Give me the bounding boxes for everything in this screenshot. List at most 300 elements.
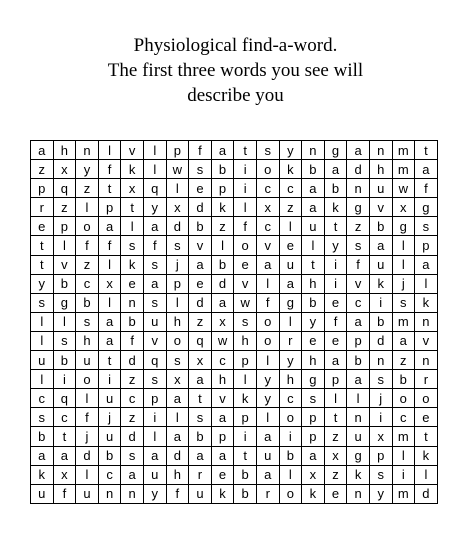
letter-cell[interactable]: f [121, 331, 144, 350]
letter-cell[interactable]: e [324, 293, 347, 312]
letter-cell[interactable]: g [347, 446, 370, 465]
letter-cell[interactable]: b [234, 465, 257, 484]
letter-cell[interactable]: k [211, 484, 234, 503]
letter-cell[interactable]: s [234, 312, 257, 331]
letter-cell[interactable]: v [189, 236, 212, 255]
letter-cell[interactable]: a [166, 427, 189, 446]
letter-cell[interactable]: l [143, 427, 166, 446]
letter-cell[interactable]: k [369, 274, 392, 293]
letter-cell[interactable]: b [369, 312, 392, 331]
letter-cell[interactable]: n [76, 141, 99, 160]
letter-cell[interactable]: x [53, 465, 76, 484]
letter-cell[interactable]: o [76, 217, 99, 236]
letter-cell[interactable]: b [324, 179, 347, 198]
letter-cell[interactable]: i [324, 274, 347, 293]
letter-cell[interactable]: k [121, 160, 144, 179]
letter-cell[interactable]: w [234, 293, 257, 312]
letter-cell[interactable]: l [31, 331, 54, 350]
letter-cell[interactable]: h [279, 370, 302, 389]
letter-cell[interactable]: a [302, 198, 325, 217]
letter-cell[interactable]: j [98, 408, 121, 427]
letter-cell[interactable]: i [279, 427, 302, 446]
letter-cell[interactable]: g [53, 293, 76, 312]
letter-cell[interactable]: j [76, 427, 99, 446]
letter-cell[interactable]: l [166, 293, 189, 312]
letter-cell[interactable]: v [234, 274, 257, 293]
letter-cell[interactable]: p [234, 351, 257, 370]
letter-cell[interactable]: r [415, 370, 438, 389]
letter-cell[interactable]: p [53, 217, 76, 236]
letter-cell[interactable]: t [121, 198, 144, 217]
letter-cell[interactable]: f [53, 484, 76, 503]
letter-cell[interactable]: i [324, 255, 347, 274]
letter-cell[interactable]: g [279, 293, 302, 312]
letter-cell[interactable]: a [166, 389, 189, 408]
letter-cell[interactable]: g [324, 141, 347, 160]
letter-cell[interactable]: n [98, 484, 121, 503]
letter-cell[interactable]: b [189, 427, 212, 446]
letter-cell[interactable]: y [143, 484, 166, 503]
letter-cell[interactable]: d [415, 484, 438, 503]
letter-cell[interactable]: g [392, 217, 415, 236]
letter-cell[interactable]: l [279, 465, 302, 484]
letter-cell[interactable]: y [256, 389, 279, 408]
letter-cell[interactable]: f [324, 312, 347, 331]
letter-cell[interactable]: l [392, 236, 415, 255]
letter-cell[interactable]: a [302, 446, 325, 465]
letter-cell[interactable]: d [189, 293, 212, 312]
letter-cell[interactable]: p [166, 274, 189, 293]
letter-cell[interactable]: f [98, 236, 121, 255]
letter-cell[interactable]: k [279, 160, 302, 179]
letter-cell[interactable]: a [369, 236, 392, 255]
letter-cell[interactable]: l [121, 217, 144, 236]
letter-cell[interactable]: d [211, 274, 234, 293]
letter-cell[interactable]: c [53, 408, 76, 427]
letter-cell[interactable]: z [53, 198, 76, 217]
letter-cell[interactable]: l [143, 141, 166, 160]
letter-cell[interactable]: a [279, 274, 302, 293]
letter-cell[interactable]: s [415, 217, 438, 236]
letter-cell[interactable]: l [302, 236, 325, 255]
letter-cell[interactable]: k [347, 465, 370, 484]
letter-cell[interactable]: a [256, 255, 279, 274]
letter-cell[interactable]: f [234, 217, 257, 236]
letter-cell[interactable]: n [415, 312, 438, 331]
letter-cell[interactable]: e [189, 274, 212, 293]
letter-cell[interactable]: h [53, 141, 76, 160]
letter-cell[interactable]: d [166, 217, 189, 236]
letter-cell[interactable]: z [324, 465, 347, 484]
letter-cell[interactable]: f [166, 484, 189, 503]
letter-cell[interactable]: b [53, 351, 76, 370]
letter-cell[interactable]: x [369, 427, 392, 446]
letter-cell[interactable]: a [189, 370, 212, 389]
letter-cell[interactable]: u [279, 255, 302, 274]
letter-cell[interactable]: q [189, 331, 212, 350]
letter-cell[interactable]: e [279, 236, 302, 255]
letter-cell[interactable]: b [347, 351, 370, 370]
letter-cell[interactable]: v [53, 255, 76, 274]
letter-cell[interactable]: w [392, 179, 415, 198]
letter-cell[interactable]: m [392, 312, 415, 331]
letter-cell[interactable]: r [279, 331, 302, 350]
letter-cell[interactable]: b [279, 446, 302, 465]
letter-cell[interactable]: a [415, 255, 438, 274]
letter-cell[interactable]: l [234, 198, 257, 217]
letter-cell[interactable]: h [369, 160, 392, 179]
letter-cell[interactable]: g [347, 198, 370, 217]
letter-cell[interactable]: d [369, 331, 392, 350]
letter-cell[interactable]: b [98, 446, 121, 465]
letter-cell[interactable]: j [369, 389, 392, 408]
letter-cell[interactable]: k [121, 255, 144, 274]
letter-cell[interactable]: n [347, 179, 370, 198]
letter-cell[interactable]: r [189, 465, 212, 484]
letter-cell[interactable]: n [369, 351, 392, 370]
letter-cell[interactable]: u [76, 351, 99, 370]
letter-cell[interactable]: a [302, 179, 325, 198]
letter-cell[interactable]: a [211, 293, 234, 312]
letter-cell[interactable]: l [256, 274, 279, 293]
letter-cell[interactable]: b [121, 312, 144, 331]
letter-cell[interactable]: c [211, 351, 234, 370]
letter-cell[interactable]: t [31, 236, 54, 255]
letter-cell[interactable]: a [211, 141, 234, 160]
letter-cell[interactable]: a [143, 274, 166, 293]
letter-cell[interactable]: u [347, 427, 370, 446]
letter-cell[interactable]: k [234, 389, 257, 408]
letter-cell[interactable]: y [369, 484, 392, 503]
letter-cell[interactable]: o [279, 408, 302, 427]
letter-cell[interactable]: q [53, 389, 76, 408]
letter-cell[interactable]: p [211, 427, 234, 446]
letter-cell[interactable]: d [121, 427, 144, 446]
letter-cell[interactable]: s [166, 351, 189, 370]
letter-cell[interactable]: a [121, 465, 144, 484]
letter-cell[interactable]: k [415, 446, 438, 465]
letter-cell[interactable]: i [98, 370, 121, 389]
letter-cell[interactable]: d [121, 351, 144, 370]
letter-cell[interactable]: u [98, 427, 121, 446]
letter-cell[interactable]: l [143, 160, 166, 179]
letter-cell[interactable]: v [347, 274, 370, 293]
letter-cell[interactable]: c [121, 389, 144, 408]
letter-cell[interactable]: s [143, 293, 166, 312]
letter-cell[interactable]: l [415, 465, 438, 484]
letter-cell[interactable]: a [256, 427, 279, 446]
letter-cell[interactable]: l [31, 370, 54, 389]
letter-cell[interactable]: x [211, 312, 234, 331]
letter-cell[interactable]: t [31, 255, 54, 274]
letter-cell[interactable]: x [53, 160, 76, 179]
letter-cell[interactable]: i [234, 160, 257, 179]
letter-cell[interactable]: d [166, 446, 189, 465]
letter-cell[interactable]: z [392, 351, 415, 370]
letter-cell[interactable]: u [76, 484, 99, 503]
letter-cell[interactable]: s [166, 236, 189, 255]
letter-cell[interactable]: p [347, 331, 370, 350]
letter-cell[interactable]: l [31, 312, 54, 331]
letter-cell[interactable]: l [98, 255, 121, 274]
letter-cell[interactable]: r [256, 484, 279, 503]
letter-cell[interactable]: x [302, 465, 325, 484]
letter-cell[interactable]: m [392, 427, 415, 446]
letter-cell[interactable]: l [53, 312, 76, 331]
letter-cell[interactable]: l [279, 312, 302, 331]
letter-cell[interactable]: k [302, 484, 325, 503]
letter-cell[interactable]: d [189, 198, 212, 217]
letter-cell[interactable]: n [302, 141, 325, 160]
letter-cell[interactable]: u [31, 351, 54, 370]
letter-cell[interactable]: v [415, 331, 438, 350]
letter-cell[interactable]: y [279, 141, 302, 160]
letter-cell[interactable]: g [302, 370, 325, 389]
letter-cell[interactable]: a [415, 160, 438, 179]
letter-cell[interactable]: d [347, 160, 370, 179]
letter-cell[interactable]: l [279, 217, 302, 236]
letter-cell[interactable]: b [302, 293, 325, 312]
letter-cell[interactable]: s [369, 465, 392, 484]
letter-cell[interactable]: o [256, 331, 279, 350]
letter-cell[interactable]: c [392, 408, 415, 427]
letter-cell[interactable]: t [53, 427, 76, 446]
letter-cell[interactable]: o [234, 236, 257, 255]
letter-cell[interactable]: u [369, 179, 392, 198]
letter-cell[interactable]: l [76, 198, 99, 217]
letter-cell[interactable]: t [234, 446, 257, 465]
letter-cell[interactable]: b [392, 370, 415, 389]
letter-cell[interactable]: p [324, 370, 347, 389]
letter-cell[interactable]: i [234, 179, 257, 198]
letter-cell[interactable]: c [76, 274, 99, 293]
letter-cell[interactable]: u [189, 484, 212, 503]
letter-cell[interactable]: n [347, 408, 370, 427]
letter-cell[interactable]: l [324, 389, 347, 408]
letter-cell[interactable]: a [143, 217, 166, 236]
letter-cell[interactable]: z [279, 198, 302, 217]
letter-cell[interactable]: f [189, 141, 212, 160]
letter-cell[interactable]: z [76, 179, 99, 198]
letter-cell[interactable]: c [98, 465, 121, 484]
letter-cell[interactable]: o [166, 331, 189, 350]
letter-cell[interactable]: b [369, 217, 392, 236]
letter-cell[interactable]: a [392, 331, 415, 350]
letter-cell[interactable]: x [392, 198, 415, 217]
letter-cell[interactable]: q [143, 179, 166, 198]
letter-cell[interactable]: n [415, 351, 438, 370]
letter-cell[interactable]: i [369, 293, 392, 312]
letter-cell[interactable]: l [53, 236, 76, 255]
letter-cell[interactable]: s [143, 255, 166, 274]
letter-cell[interactable]: l [256, 408, 279, 427]
letter-cell[interactable]: o [256, 312, 279, 331]
letter-cell[interactable]: t [98, 351, 121, 370]
letter-cell[interactable]: u [143, 465, 166, 484]
letter-cell[interactable]: u [143, 312, 166, 331]
letter-cell[interactable]: a [211, 446, 234, 465]
letter-cell[interactable]: a [31, 446, 54, 465]
letter-cell[interactable]: e [324, 331, 347, 350]
letter-cell[interactable]: s [143, 370, 166, 389]
letter-cell[interactable]: a [98, 331, 121, 350]
letter-cell[interactable]: b [302, 160, 325, 179]
letter-cell[interactable]: s [256, 141, 279, 160]
letter-cell[interactable]: v [143, 331, 166, 350]
letter-cell[interactable]: y [76, 160, 99, 179]
letter-cell[interactable]: p [31, 179, 54, 198]
letter-cell[interactable]: u [369, 255, 392, 274]
letter-cell[interactable]: n [347, 484, 370, 503]
letter-cell[interactable]: n [121, 484, 144, 503]
letter-cell[interactable]: h [166, 312, 189, 331]
letter-cell[interactable]: i [143, 408, 166, 427]
letter-cell[interactable]: f [76, 408, 99, 427]
letter-cell[interactable]: h [76, 331, 99, 350]
letter-cell[interactable]: b [211, 255, 234, 274]
letter-cell[interactable]: p [369, 446, 392, 465]
letter-cell[interactable]: n [121, 293, 144, 312]
letter-cell[interactable]: y [279, 351, 302, 370]
letter-cell[interactable]: a [211, 408, 234, 427]
letter-cell[interactable]: h [302, 351, 325, 370]
letter-cell[interactable]: a [53, 446, 76, 465]
letter-cell[interactable]: z [189, 312, 212, 331]
letter-cell[interactable]: v [121, 141, 144, 160]
letter-cell[interactable]: u [302, 217, 325, 236]
letter-cell[interactable]: p [166, 141, 189, 160]
letter-cell[interactable]: a [256, 465, 279, 484]
letter-cell[interactable]: l [234, 370, 257, 389]
letter-cell[interactable]: e [189, 179, 212, 198]
letter-cell[interactable]: k [211, 198, 234, 217]
letter-cell[interactable]: e [121, 274, 144, 293]
letter-cell[interactable]: o [76, 370, 99, 389]
letter-cell[interactable]: l [347, 389, 370, 408]
letter-cell[interactable]: k [31, 465, 54, 484]
letter-cell[interactable]: l [392, 255, 415, 274]
letter-cell[interactable]: z [121, 408, 144, 427]
letter-cell[interactable]: m [392, 484, 415, 503]
letter-cell[interactable]: c [279, 389, 302, 408]
letter-cell[interactable]: t [234, 141, 257, 160]
letter-cell[interactable]: a [347, 141, 370, 160]
letter-cell[interactable]: t [415, 141, 438, 160]
letter-cell[interactable]: x [166, 198, 189, 217]
letter-cell[interactable]: q [143, 351, 166, 370]
letter-cell[interactable]: s [31, 408, 54, 427]
letter-cell[interactable]: j [166, 255, 189, 274]
letter-cell[interactable]: a [189, 255, 212, 274]
letter-cell[interactable]: o [256, 160, 279, 179]
letter-cell[interactable]: h [302, 274, 325, 293]
letter-cell[interactable]: w [211, 331, 234, 350]
letter-cell[interactable]: i [392, 465, 415, 484]
letter-cell[interactable]: h [166, 465, 189, 484]
letter-cell[interactable]: a [347, 312, 370, 331]
letter-cell[interactable]: l [415, 274, 438, 293]
letter-cell[interactable]: b [234, 484, 257, 503]
letter-cell[interactable]: z [76, 255, 99, 274]
letter-cell[interactable]: e [211, 465, 234, 484]
letter-cell[interactable]: f [143, 236, 166, 255]
letter-cell[interactable]: z [211, 217, 234, 236]
letter-cell[interactable]: x [324, 446, 347, 465]
letter-cell[interactable]: c [279, 179, 302, 198]
letter-cell[interactable]: f [347, 255, 370, 274]
letter-cell[interactable]: s [76, 312, 99, 331]
letter-cell[interactable]: l [98, 141, 121, 160]
letter-cell[interactable]: t [324, 408, 347, 427]
letter-cell[interactable]: b [31, 427, 54, 446]
letter-cell[interactable]: y [324, 236, 347, 255]
letter-cell[interactable]: a [98, 217, 121, 236]
letter-cell[interactable]: m [392, 160, 415, 179]
letter-cell[interactable]: r [31, 198, 54, 217]
letter-cell[interactable]: o [392, 389, 415, 408]
letter-cell[interactable]: n [369, 141, 392, 160]
letter-cell[interactable]: o [279, 484, 302, 503]
letter-cell[interactable]: b [189, 217, 212, 236]
letter-cell[interactable]: s [369, 370, 392, 389]
letter-cell[interactable]: h [211, 370, 234, 389]
letter-cell[interactable]: z [324, 427, 347, 446]
letter-cell[interactable]: s [121, 446, 144, 465]
letter-cell[interactable]: b [53, 274, 76, 293]
letter-cell[interactable]: b [211, 160, 234, 179]
letter-cell[interactable]: s [392, 293, 415, 312]
letter-cell[interactable]: l [166, 408, 189, 427]
letter-cell[interactable]: b [76, 293, 99, 312]
letter-cell[interactable]: y [302, 312, 325, 331]
letter-cell[interactable]: w [166, 160, 189, 179]
letter-cell[interactable]: p [98, 198, 121, 217]
letter-cell[interactable]: g [415, 198, 438, 217]
letter-cell[interactable]: l [166, 179, 189, 198]
letter-cell[interactable]: a [324, 160, 347, 179]
letter-cell[interactable]: p [211, 179, 234, 198]
letter-cell[interactable]: c [31, 389, 54, 408]
letter-cell[interactable]: x [98, 274, 121, 293]
letter-cell[interactable]: e [324, 484, 347, 503]
letter-cell[interactable]: l [98, 293, 121, 312]
letter-cell[interactable]: a [31, 141, 54, 160]
letter-cell[interactable]: s [347, 236, 370, 255]
letter-cell[interactable]: h [234, 331, 257, 350]
letter-cell[interactable]: q [53, 179, 76, 198]
letter-cell[interactable]: l [392, 446, 415, 465]
letter-cell[interactable]: u [98, 389, 121, 408]
letter-cell[interactable]: z [121, 370, 144, 389]
letter-cell[interactable]: s [302, 389, 325, 408]
letter-cell[interactable]: d [76, 446, 99, 465]
letter-cell[interactable]: x [256, 198, 279, 217]
letter-cell[interactable]: x [121, 179, 144, 198]
letter-cell[interactable]: l [211, 236, 234, 255]
letter-cell[interactable]: s [189, 408, 212, 427]
letter-cell[interactable]: p [302, 427, 325, 446]
letter-cell[interactable]: p [302, 408, 325, 427]
letter-cell[interactable]: t [324, 217, 347, 236]
letter-cell[interactable]: c [256, 217, 279, 236]
letter-cell[interactable]: i [369, 408, 392, 427]
letter-cell[interactable]: s [53, 331, 76, 350]
letter-cell[interactable]: i [234, 427, 257, 446]
letter-cell[interactable]: e [302, 331, 325, 350]
letter-cell[interactable]: t [98, 179, 121, 198]
letter-cell[interactable]: p [415, 236, 438, 255]
letter-cell[interactable]: v [256, 236, 279, 255]
